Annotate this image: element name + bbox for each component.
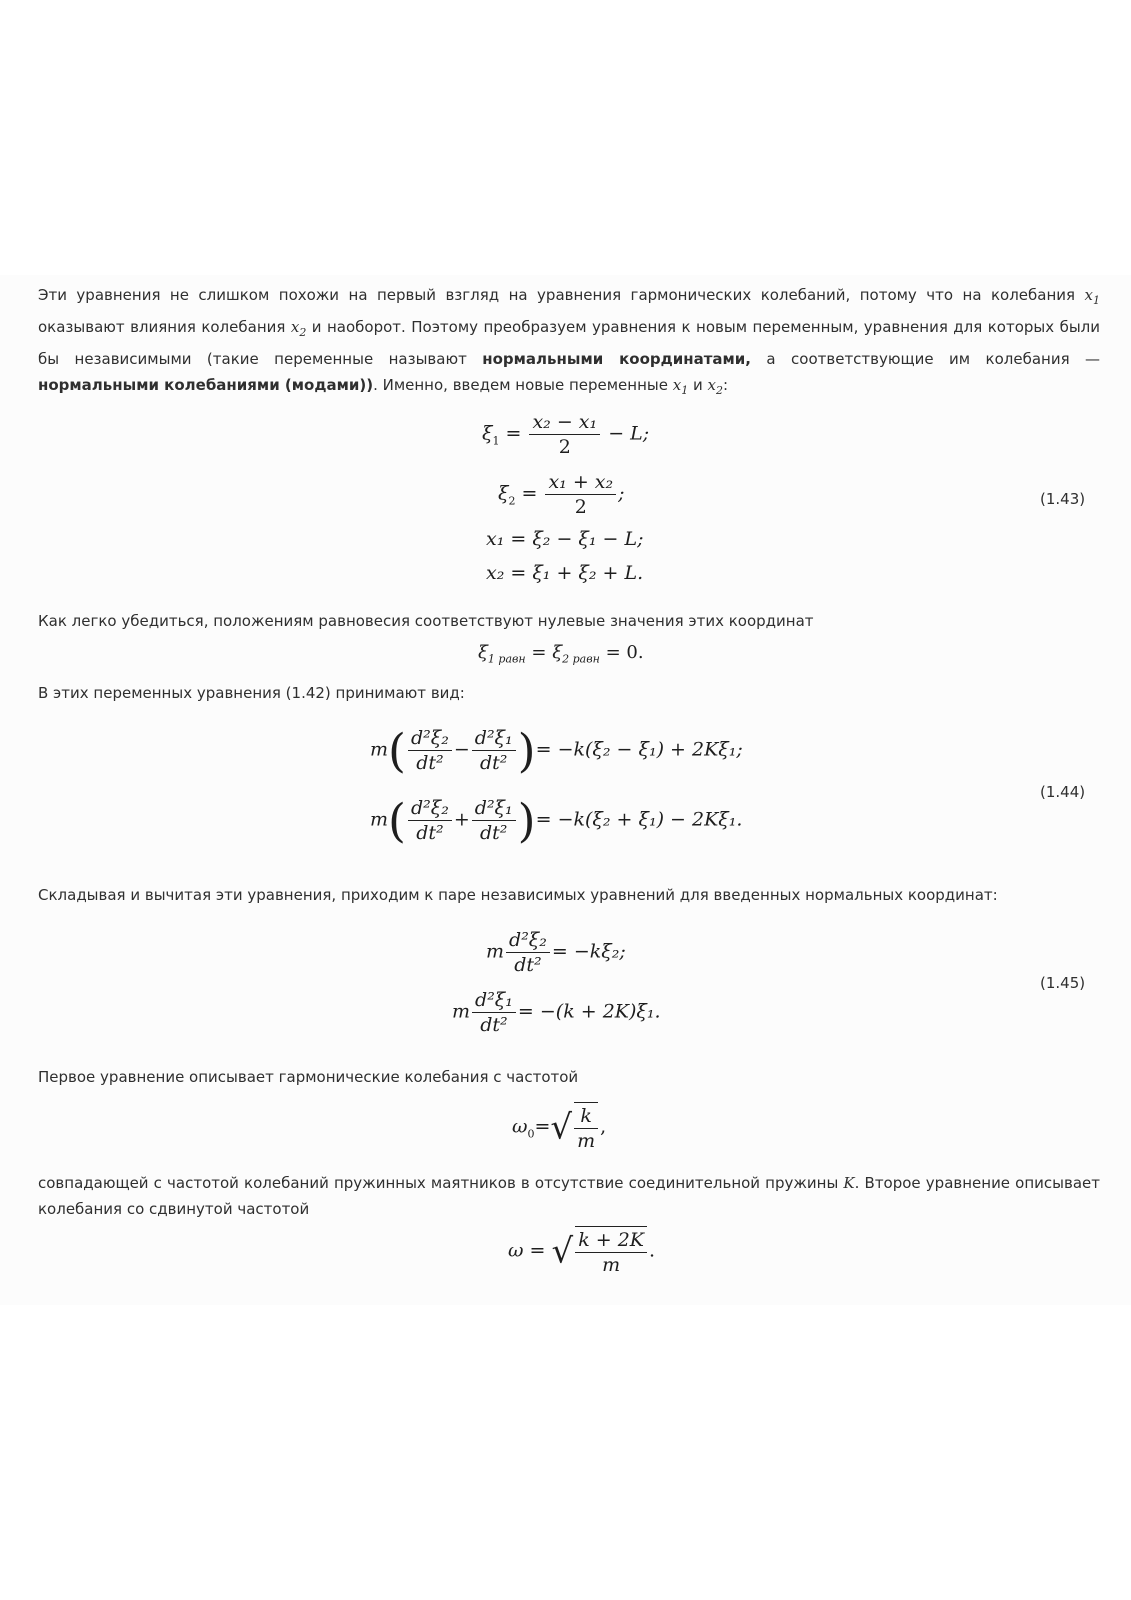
equation-equilibrium: $\xi_{1 равн} = \xi_{2 равн} = 0$.	[478, 642, 644, 666]
text: и	[688, 376, 708, 394]
paragraph-first-equation: Первое уравнение описывает гармонические колебания с частотой	[38, 1068, 579, 1086]
equation-x2-inverse: x₂ = ξ₁ + ξ₂ + L.	[486, 562, 644, 584]
equation-xi1-definition: $\xi_1$ = $\frac{\text{x₂ − x₁}}{2}$ − L;	[482, 411, 650, 458]
paragraph-coinciding-frequency: совпадающей с частотой колебаний пружинных маятников в отсутствие соединительной пружины K. Второе уравнение описывает колебания со сдвинутой частотой	[38, 1174, 1100, 1218]
equation-omega0: $\omega_0=√$ $\frac{k}{m}$ ,	[512, 1102, 606, 1153]
var-x2: $x_2$	[707, 376, 723, 397]
paragraph-intro	[38, 282, 1100, 404]
equation-number: (1.45)	[1040, 974, 1086, 992]
var-K: K	[843, 1174, 855, 1192]
text: . Именно, введем новые переменные	[373, 376, 673, 394]
equation-1-45-line1: m $\frac{\text{d²ξ₂}}{\text{dt²}}$ = −kξ₂;	[486, 929, 626, 976]
fraction: $\frac{\text{d²ξ₁}}{\text{dt²}}$	[472, 726, 516, 775]
text: и наоборот. Поэтому преобразуем уравнения к новым переменным, уравнения для которых были бы независимыми (такие переменные называют	[38, 318, 1100, 368]
text: а соответствующие им колебания —	[751, 350, 1101, 368]
text: :	[722, 376, 729, 394]
fraction: $\frac{\text{d²ξ₁}}{\text{dt²}}$	[472, 988, 516, 1037]
term-normal-coordinates: нормальными координатами,	[482, 350, 752, 368]
equation-1-45-line2: m $\frac{\text{d²ξ₁}}{\text{dt²}}$ = −(k + 2K)ξ₁.	[452, 989, 661, 1036]
fraction: $\frac{\text{d²ξ₂}}{\text{dt²}}$	[408, 726, 452, 775]
equation-1-44-line2: m( $\frac{\text{d²ξ₂}}{\text{dt²}}$ + $\frac{\text{d²ξ₁}}{\text{dt²}}$ )= −k(ξ₂ + ξ₁) − 2Kξ₁.	[370, 793, 743, 848]
equation-omega-shifted: ω = √ $\frac{k + 2K}{m}$ .	[508, 1226, 655, 1277]
text: оказывают влияния колебания	[38, 318, 291, 336]
term-normal-modes: нормальными колебаниями (модами))	[38, 376, 374, 394]
equation-1-44-line1: m( $\frac{\text{d²ξ₂}}{\text{dt²}}$ − $\frac{\text{d²ξ₁}}{\text{dt²}}$ )= −k(ξ₂ − ξ₁) + 2Kξ₁;	[370, 723, 743, 778]
paragraph-adding-subtracting: Складывая и вычитая эти уравнения, приходим к паре независимых уравнений для введенных нормальных координат:	[38, 886, 998, 904]
paragraph-new-variables: В этих переменных уравнения (1.42) принимают вид:	[38, 684, 465, 702]
var-x1: $x_1$	[1084, 286, 1100, 307]
equation-xi2-definition: $\xi_2$ = $\frac{\text{x₁ + x₂}}{2}$ ;	[498, 471, 625, 518]
fraction: $\frac{\text{d²ξ₂}}{\text{dt²}}$	[506, 928, 550, 977]
fraction: $\frac{\text{x₁ + x₂}}{2}$	[545, 470, 616, 519]
square-root: √ $\frac{k}{m}$	[550, 1102, 600, 1153]
var-x2: $x_2$	[290, 318, 307, 339]
square-root: √ $\frac{k + 2K}{m}$	[552, 1226, 649, 1277]
var-x1: $x_1$	[672, 376, 689, 397]
text: Эти уравнения не слишком похожи на первый взгляд на уравнения гармонических колебаний, потому что на колебания	[38, 286, 1085, 304]
fraction: $\frac{\text{d²ξ₁}}{\text{dt²}}$	[472, 796, 516, 845]
paragraph-equilibrium: Как легко убедиться, положениям равновесия соответствуют нулевые значения этих координат	[38, 612, 814, 630]
equation-number: (1.44)	[1040, 783, 1086, 801]
fraction: $\frac{\text{d²ξ₂}}{\text{dt²}}$	[408, 796, 452, 845]
equation-number: (1.43)	[1040, 490, 1086, 508]
equation-x1-inverse: x₁ = ξ₂ − ξ₁ − L;	[486, 528, 644, 550]
fraction: $\frac{\text{x₂ − x₁}}{2}$	[529, 410, 600, 459]
